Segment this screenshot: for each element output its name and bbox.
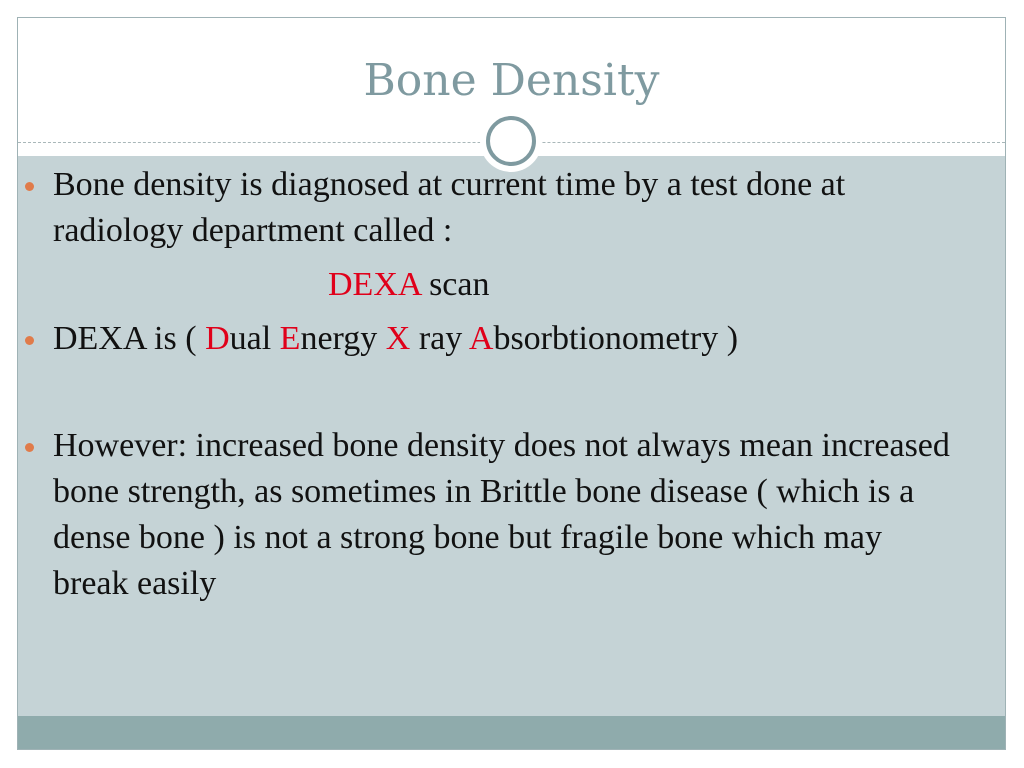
slide-footer-bar: [18, 716, 1005, 750]
acronym-letter-x: X: [385, 320, 411, 357]
bullet-text: However: increased bone density does not always mean increased bone strength, as sometimes in Brittle bone disease ( which is a dense bone ) is not a strong bone but fragile bone which may break easily: [53, 427, 950, 602]
bullet-dot-icon: [25, 336, 34, 345]
bullet-item-however: [53, 423, 953, 607]
acronym-letter-d: D: [205, 320, 230, 357]
bullet-prefix: DEXA is (: [53, 320, 206, 357]
dexa-highlight: DEXA: [328, 266, 421, 303]
bullet-dot-icon: [25, 443, 34, 452]
acronym-letter-a: A: [468, 320, 494, 357]
slide-title: Bone Density: [363, 55, 660, 106]
acronym-word-ray: ray: [410, 320, 469, 357]
dexa-scan-label: [328, 262, 489, 308]
slide: [17, 17, 1006, 750]
bullet-item-diagnosis: [53, 162, 943, 254]
bullet-item-dexa-definition: [53, 316, 943, 362]
circle-icon: [486, 116, 536, 166]
acronym-letter-e: E: [279, 320, 301, 357]
acronym-word-energy: nergy: [300, 320, 386, 357]
dexa-scan-text: scan: [420, 266, 490, 303]
bullet-dot-icon: [25, 182, 34, 191]
bullet-text: Bone density is diagnosed at current time by a test done at radiology department called :: [53, 166, 846, 249]
acronym-word-absorbtionometry: bsorbtionometry ): [493, 320, 739, 357]
acronym-word-dual: ual: [229, 320, 280, 357]
